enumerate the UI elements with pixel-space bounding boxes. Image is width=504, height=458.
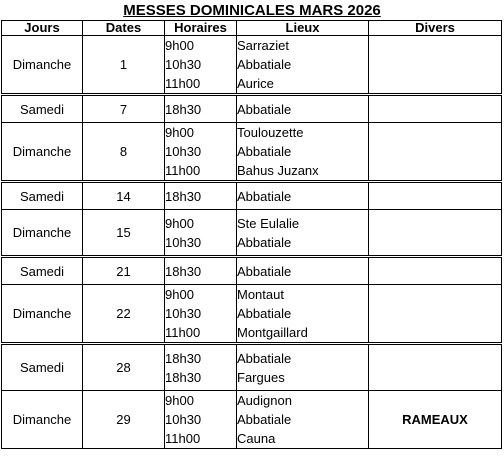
- lieu-line: Abbatiale: [237, 57, 292, 72]
- lieu-line: Sarraziet: [237, 38, 290, 53]
- horaire-line: 10h30: [165, 412, 202, 427]
- cell-lieux: [237, 257, 369, 285]
- cell-horaires: [165, 182, 237, 210]
- cell-horaires: [165, 391, 237, 449]
- cell-lieux: [237, 36, 369, 95]
- cell-lieux: [237, 344, 369, 391]
- cell-horaires: [165, 95, 237, 123]
- cell-lieux: [237, 123, 369, 182]
- cell-jour: Samedi: [2, 344, 83, 391]
- cell-horaires: [165, 210, 237, 257]
- horaire-line: 9h00: [165, 393, 194, 408]
- header-jours: Jours: [2, 21, 83, 36]
- cell-divers: [369, 182, 502, 210]
- horaire-line: 18h30: [165, 188, 202, 204]
- cell-date: 21: [83, 257, 165, 285]
- horaire-line: 9h00: [165, 38, 194, 53]
- horaire-line: 11h00: [165, 163, 201, 178]
- cell-horaires: [165, 123, 237, 182]
- cell-jour: Dimanche: [2, 285, 83, 344]
- lieu-line: Fargues: [237, 369, 285, 385]
- cell-lieux: [237, 210, 369, 257]
- mass-schedule-table: [1, 20, 502, 449]
- cell-date: 1: [83, 36, 165, 95]
- table-row: [2, 210, 502, 257]
- table-row: [2, 123, 502, 182]
- horaire-line: 10h30: [165, 234, 202, 250]
- table-row: [2, 257, 502, 285]
- cell-date: 15: [83, 210, 165, 257]
- header-divers: Divers: [369, 21, 502, 36]
- schedule-body: [2, 36, 502, 449]
- cell-lieux: [237, 285, 369, 344]
- horaire-line: 9h00: [165, 287, 194, 302]
- cell-divers: [369, 210, 502, 257]
- cell-divers: [369, 257, 502, 285]
- cell-jour: Dimanche: [2, 123, 83, 182]
- cell-horaires: [165, 344, 237, 391]
- cell-date: 28: [83, 344, 165, 391]
- lieu-line: Abbatiale: [237, 263, 292, 279]
- lieu-line: Abbatiale: [237, 234, 292, 250]
- horaire-line: 18h30: [165, 369, 202, 385]
- lieu-line: Abbatiale: [237, 188, 292, 204]
- lieu-line: Abbatiale: [237, 144, 292, 159]
- cell-lieux: [237, 391, 369, 449]
- cell-jour: Samedi: [2, 182, 83, 210]
- lieu-line: Abbatiale: [237, 306, 292, 321]
- page-title: MESSES DOMINICALES MARS 2026: [123, 2, 381, 19]
- cell-horaires: [165, 257, 237, 285]
- lieu-line: Abbatiale: [237, 350, 292, 366]
- cell-jour: Dimanche: [2, 391, 83, 449]
- cell-date: 22: [83, 285, 165, 344]
- cell-date: 8: [83, 123, 165, 182]
- lieu-line: Ste Eulalie: [237, 215, 300, 231]
- cell-jour: Samedi: [2, 95, 83, 123]
- cell-divers: [369, 285, 502, 344]
- cell-horaires: [165, 285, 237, 344]
- cell-divers: RAMEAUX: [369, 391, 502, 449]
- cell-date: 7: [83, 95, 165, 123]
- cell-lieux: [237, 182, 369, 210]
- horaire-line: 18h30: [165, 350, 202, 366]
- cell-divers: [369, 36, 502, 95]
- cell-jour: Dimanche: [2, 36, 83, 95]
- horaire-line: 9h00: [165, 215, 194, 231]
- table-row: [2, 344, 502, 391]
- cell-jour: Samedi: [2, 257, 83, 285]
- lieu-line: Abbatiale: [237, 412, 292, 427]
- table-row: [2, 95, 502, 123]
- horaire-line: 11h00: [165, 431, 201, 446]
- lieu-line: Aurice: [237, 76, 274, 91]
- lieu-line: Audignon: [237, 393, 292, 408]
- cell-horaires: [165, 36, 237, 95]
- cell-divers: [369, 344, 502, 391]
- table-row: [2, 391, 502, 449]
- cell-lieux: [237, 95, 369, 123]
- horaire-line: 10h30: [165, 144, 202, 159]
- lieu-line: Montaut: [237, 287, 284, 302]
- header-row: [2, 21, 502, 36]
- horaire-line: 11h00: [165, 325, 201, 340]
- horaire-line: 18h30: [165, 101, 202, 117]
- header-dates: Dates: [83, 21, 165, 36]
- cell-divers: [369, 95, 502, 123]
- header-lieux: Lieux: [237, 21, 369, 36]
- lieu-line: Montgaillard: [237, 325, 308, 340]
- lieu-line: Abbatiale: [237, 101, 292, 117]
- cell-divers: [369, 123, 502, 182]
- table-row: [2, 36, 502, 95]
- horaire-line: 18h30: [165, 263, 202, 279]
- lieu-line: Cauna: [237, 431, 276, 446]
- lieu-line: Bahus Juzanx: [237, 163, 319, 178]
- horaire-line: 9h00: [165, 125, 194, 140]
- cell-date: 14: [83, 182, 165, 210]
- horaire-line: 11h00: [165, 76, 201, 91]
- cell-jour: Dimanche: [2, 210, 83, 257]
- horaire-line: 10h30: [165, 306, 202, 321]
- table-row: [2, 285, 502, 344]
- horaire-line: 10h30: [165, 57, 202, 72]
- cell-date: 29: [83, 391, 165, 449]
- lieu-line: Toulouzette: [237, 125, 304, 140]
- table-row: [2, 182, 502, 210]
- header-horaires: Horaires: [165, 21, 237, 36]
